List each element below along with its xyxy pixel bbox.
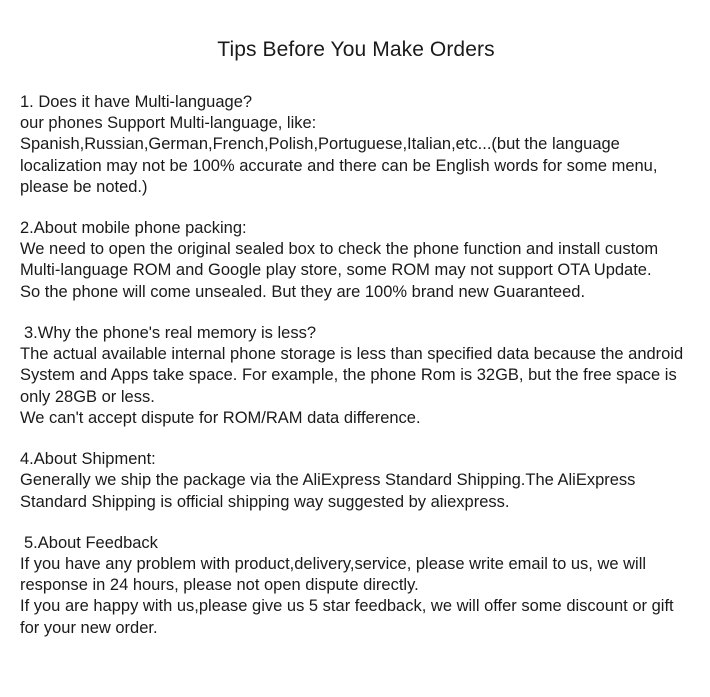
section-heading: 4.About Shipment: [20,450,156,469]
section-paragraph: Spanish,Russian,German,French,Polish,Portuguese,Italian,etc...(but the language localization may not be 100% accurate and there can be English words for some menu, please be noted.) [20,135,658,196]
section-multi-language [20,92,692,198]
section-heading: 5.About Feedback [24,533,158,552]
section-paragraph: We can't accept dispute for ROM/RAM data difference. [20,408,421,427]
section-heading: 3.Why the phone's real memory is less? [24,324,317,343]
section-paragraph: We need to open the original sealed box to check the phone function and install custom Multi-language ROM and Google play store, some ROM may not support OTA Update. [20,240,659,280]
section-shipment [20,449,692,513]
section-feedback [20,533,692,639]
section-paragraph: Generally we ship the package via the AliExpress Standard Shipping.The AliExpress Standard Shipping is official shipping way suggested by aliexpress. [20,471,636,511]
section-paragraph: So the phone will come unsealed. But they are 100% brand new Guaranteed. [20,282,586,301]
section-heading: 2.About mobile phone packing: [20,219,247,238]
section-paragraph: The actual available internal phone storage is less than specified data because the android System and Apps take space. For example, the phone Rom is 32GB, but the free space is only 28GB or less. [20,345,684,406]
section-paragraph: If you have any problem with product,delivery,service, please write email to us, we will response in 24 hours, please not open dispute directly. [20,554,647,595]
section-paragraph: our phones Support Multi-language, like: [20,114,317,132]
page-title: Tips Before You Make Orders [217,38,495,61]
section-paragraph: If you are happy with us,please give us 5 star feedback, we will offer some discount or gift for your new order. [20,597,674,637]
section-phone-packing [20,218,692,303]
section-real-memory [20,323,692,429]
section-heading: 1. Does it have Multi-language? [20,93,253,111]
